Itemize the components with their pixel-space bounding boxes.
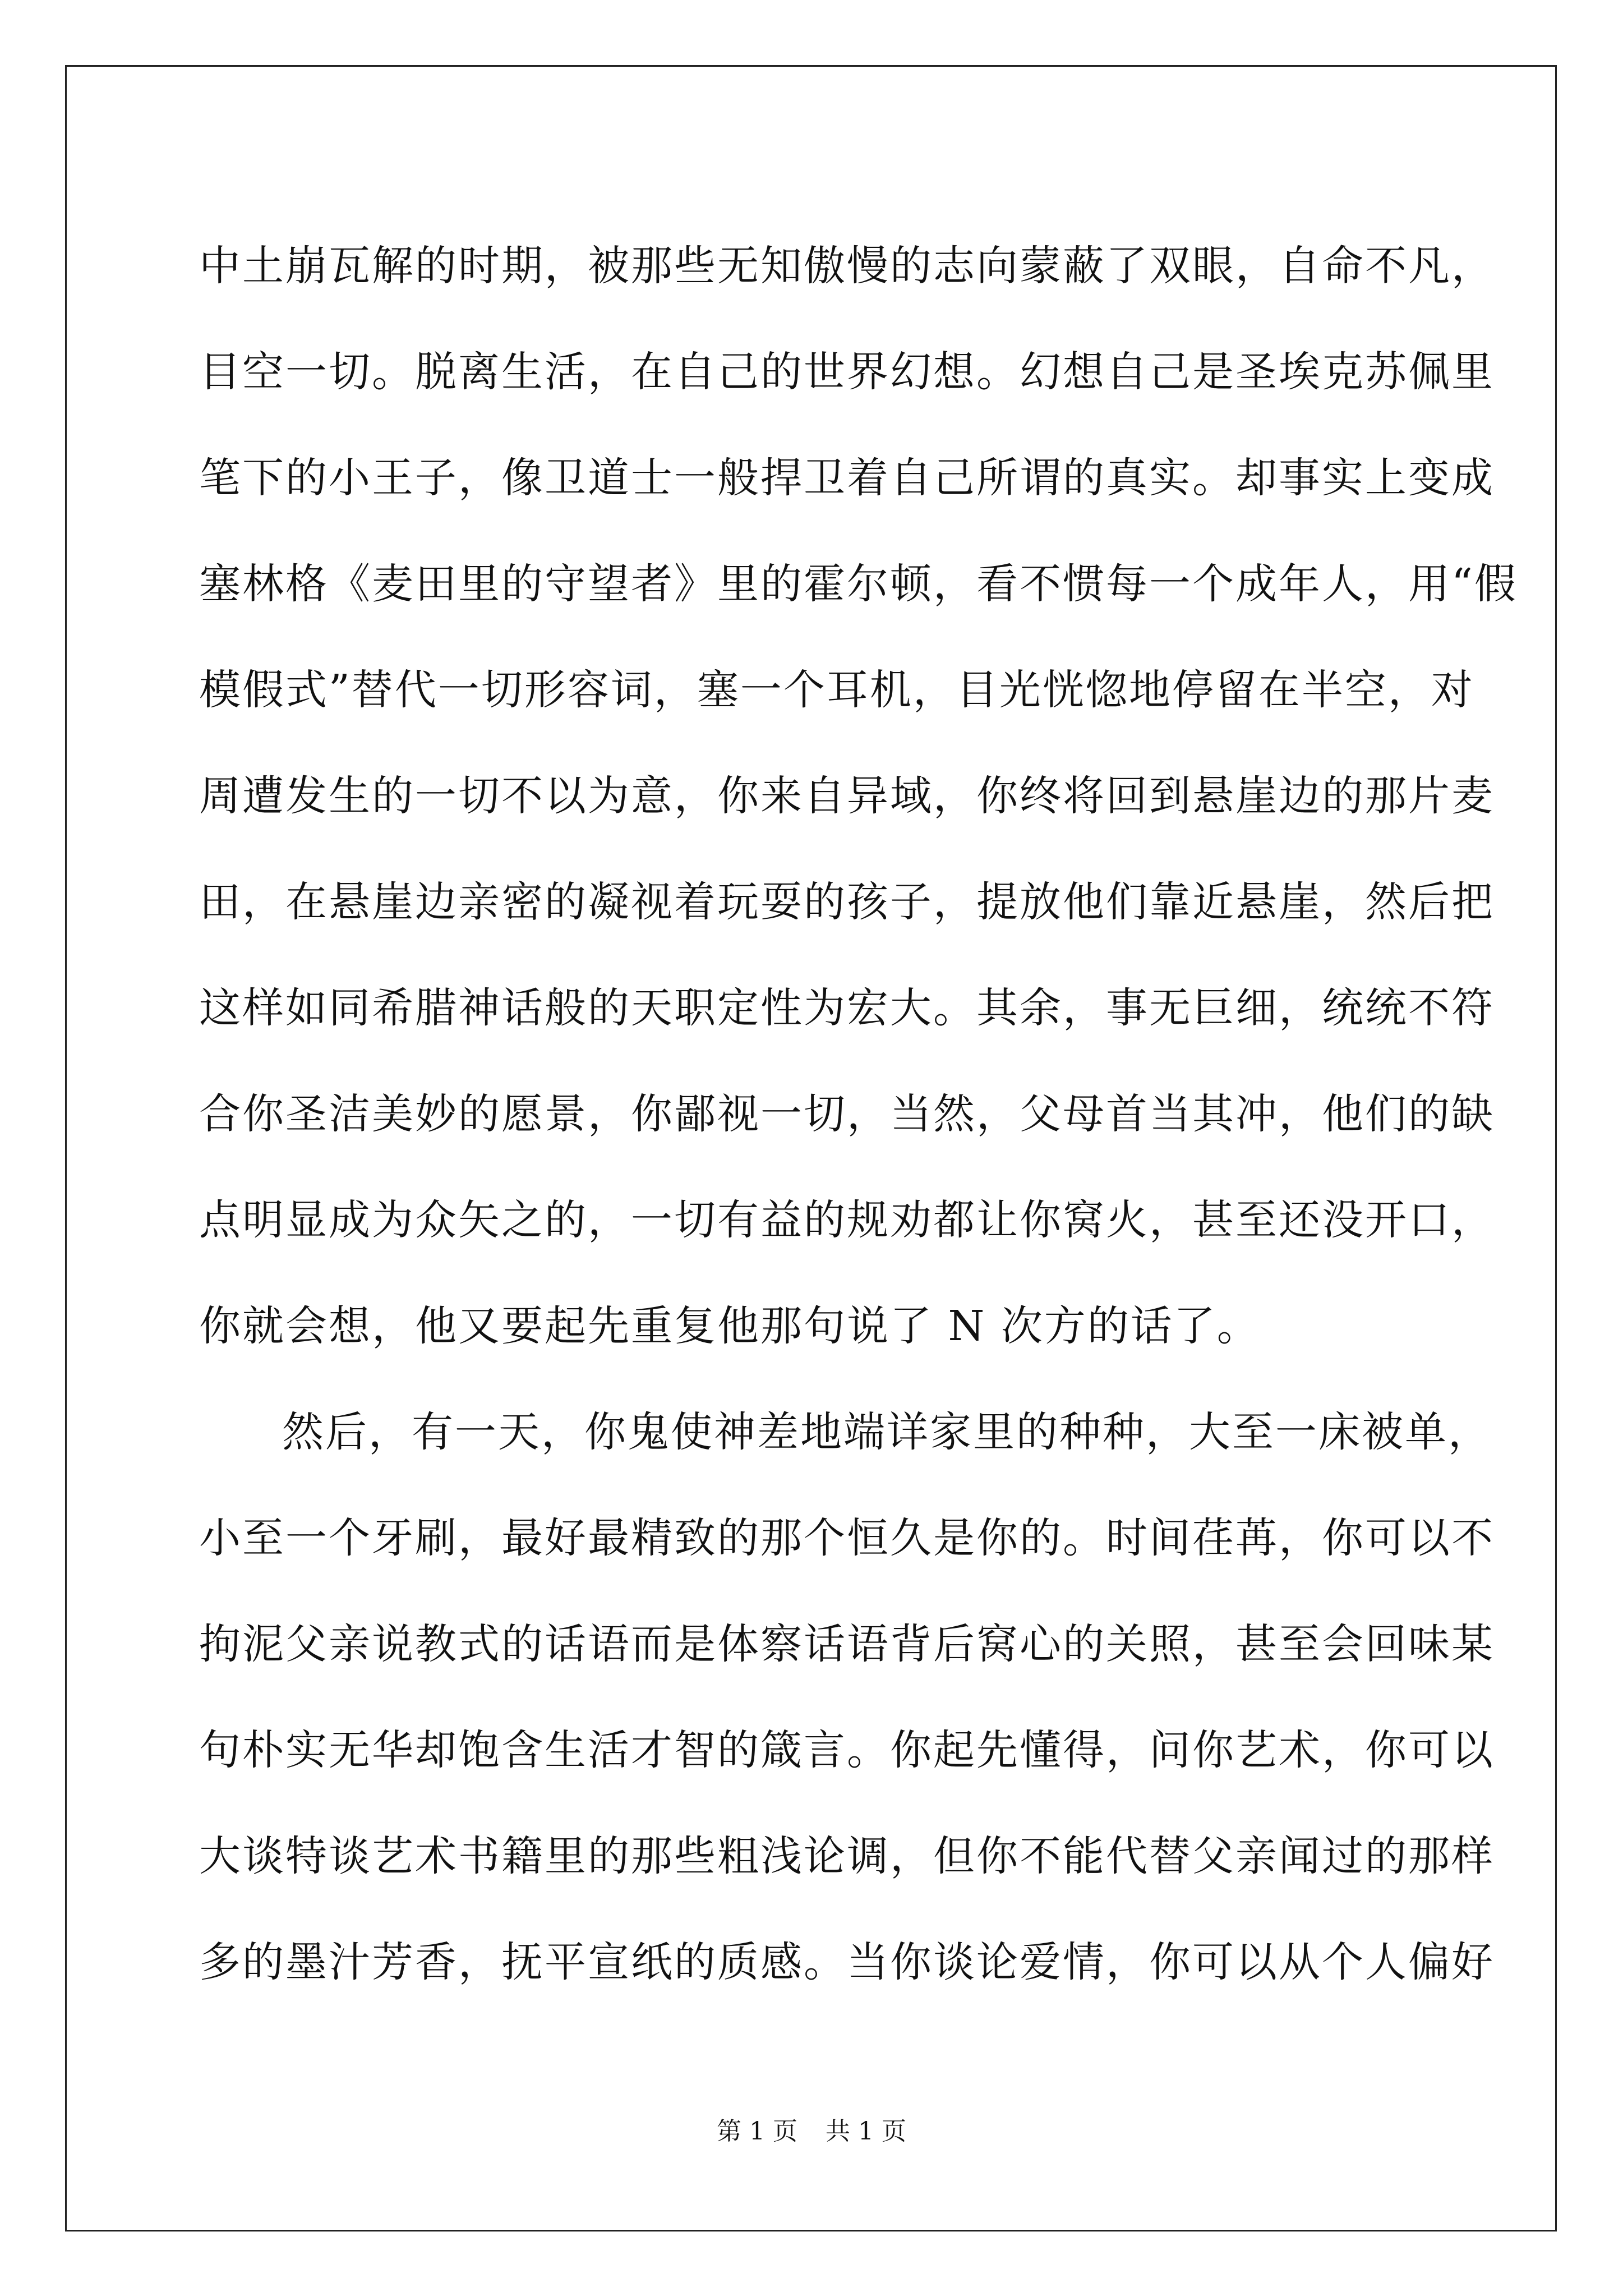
paragraph-start-line: 然后，有一天，你鬼使神差地端详家里的种种，大至一床被单， — [282, 1408, 1491, 1456]
page-footer — [0, 2115, 1623, 2148]
text-line: 笔下的小王子，像卫道士一般捍卫着自己所谓的真实。却事实上变成 — [199, 454, 1495, 502]
text-line: 合你圣洁美妙的愿景，你鄙视一切，当然，父母首当其冲，他们的缺 — [199, 1090, 1495, 1138]
page-total: 共 1 页 — [826, 2117, 906, 2146]
text-line: 塞林格《麦田里的守望者》里的霍尔顿，看不惯每一个成年人，用“假 — [199, 560, 1518, 608]
text-line: 目空一切。脱离生活，在自己的世界幻想。幻想自己是圣埃克苏佩里 — [199, 348, 1495, 396]
text-line: 拘泥父亲说教式的话语而是体察话语背后窝心的关照，甚至会回味某 — [199, 1620, 1495, 1668]
text-line: 田，在悬崖边亲密的凝视着玩耍的孩子，提放他们靠近悬崖，然后把 — [199, 878, 1495, 926]
text-line: 多的墨汁芳香，抚平宣纸的质感。当你谈论爱情，你可以从个人偏好 — [199, 1938, 1495, 1986]
text-line: 你就会想，他又要起先重复他那句说了 N 次方的话了。 — [199, 1302, 1260, 1350]
text-line: 这样如同希腊神话般的天职定性为宏大。其余，事无巨细，统统不符 — [199, 984, 1495, 1032]
page-number: 第 1 页 — [717, 2117, 797, 2146]
text-line: 周遭发生的一切不以为意，你来自异域，你终将回到悬崖边的那片麦 — [199, 772, 1495, 820]
text-line: 大谈特谈艺术书籍里的那些粗浅论调，但你不能代替父亲闻过的那样 — [199, 1832, 1495, 1880]
text-line: 句朴实无华却饱含生活才智的箴言。你起先懂得，问你艺术，你可以 — [199, 1726, 1495, 1774]
text-line: 模假式”替代一切形容词，塞一个耳机，目光恍惚地停留在半空，对 — [199, 666, 1474, 714]
text-line: 小至一个牙刷，最好最精致的那个恒久是你的。时间荏苒，你可以不 — [199, 1514, 1495, 1562]
document-body — [199, 213, 1518, 2016]
text-line: 点明显成为众矢之的，一切有益的规劝都让你窝火，甚至还没开口， — [199, 1196, 1495, 1244]
text-line: 中土崩瓦解的时期，被那些无知傲慢的志向蒙蔽了双眼，自命不凡， — [199, 242, 1495, 290]
